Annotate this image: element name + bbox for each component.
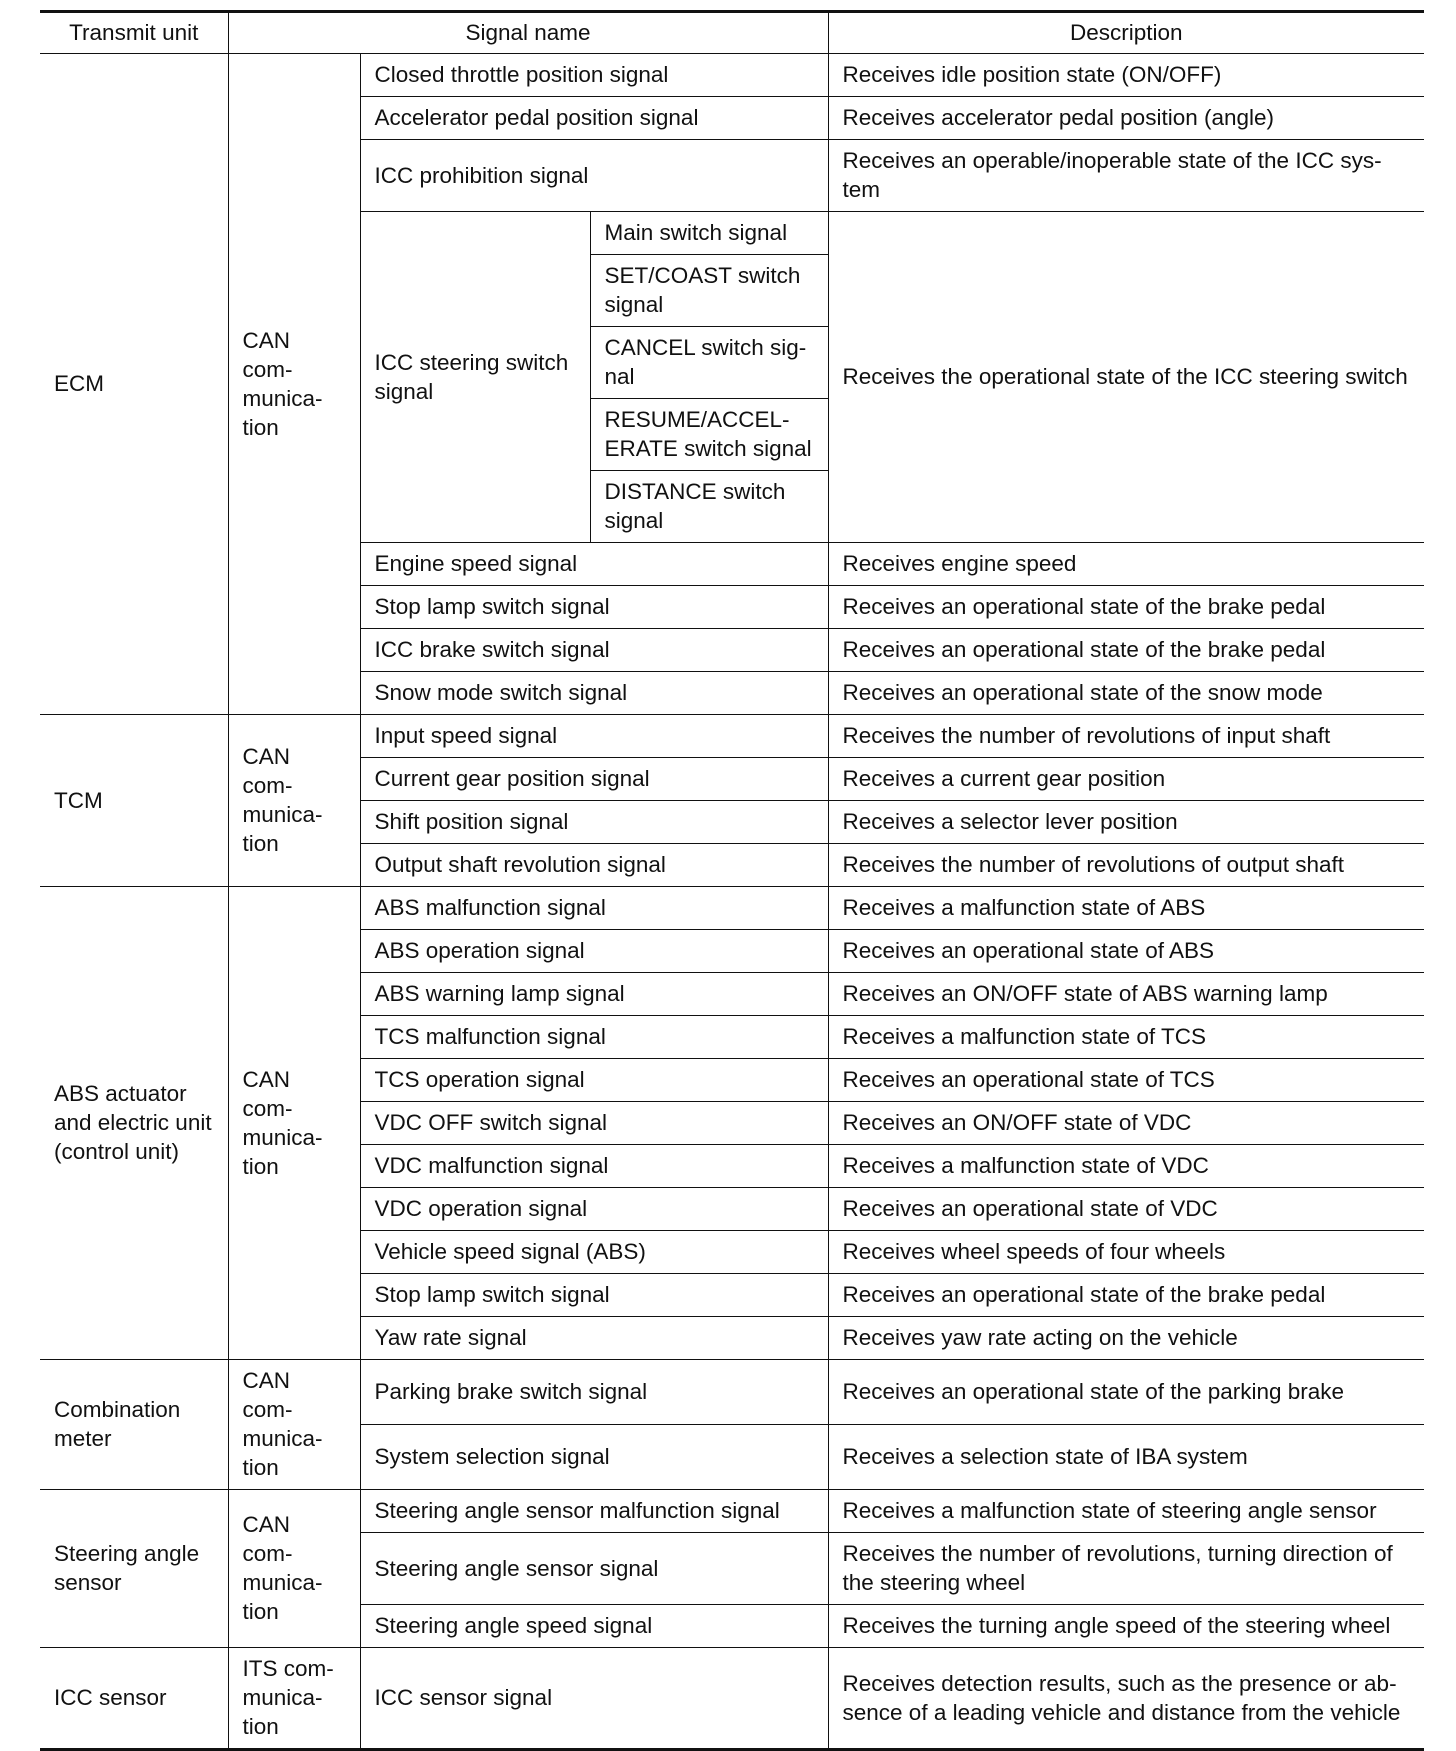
signal-description: Receives a malfunction state of steering angle sensor <box>828 1490 1424 1533</box>
signal-name: Steering angle sensor malfunction signal <box>360 1490 828 1533</box>
signal-name: TCS operation signal <box>360 1059 828 1102</box>
signal-description: Receives a selector lever position <box>828 801 1424 844</box>
signal-description: Receives an operational state of the brake pedal <box>828 1274 1424 1317</box>
table-row <box>40 1648 1424 1750</box>
signal-name: Current gear position signal <box>360 758 828 801</box>
signal-description: Receives detection results, such as the presence or ab- sence of a leading vehicle and distance from the vehicle <box>828 1648 1424 1750</box>
transmit-unit-combination-meter: Combination meter <box>40 1360 228 1490</box>
signal-description: Receives a malfunction state of VDC <box>828 1145 1424 1188</box>
signal-name: VDC malfunction signal <box>360 1145 828 1188</box>
signal-description: Receives an ON/OFF state of VDC <box>828 1102 1424 1145</box>
table-row <box>40 1360 1424 1425</box>
transmit-unit-steering-angle-sensor: Steering angle sensor <box>40 1490 228 1648</box>
signal-name: Vehicle speed signal (ABS) <box>360 1231 828 1274</box>
comm-type-steering: CAN com- munica- tion <box>228 1490 360 1648</box>
signal-description: Receives a malfunction state of ABS <box>828 887 1424 930</box>
signal-name: ICC sensor signal <box>360 1648 828 1750</box>
signal-name: Closed throttle position signal <box>360 54 828 97</box>
signal-description: Receives an operational state of ABS <box>828 930 1424 973</box>
signal-name: Snow mode switch signal <box>360 672 828 715</box>
sub-signal-name: Main switch signal <box>590 212 828 255</box>
signal-name: VDC operation signal <box>360 1188 828 1231</box>
signal-name: Parking brake switch signal <box>360 1360 828 1425</box>
signal-name-icc-steering-switch: ICC steering switch signal <box>360 212 590 543</box>
signal-name: ICC brake switch signal <box>360 629 828 672</box>
signal-name: VDC OFF switch signal <box>360 1102 828 1145</box>
table-row <box>40 54 1424 97</box>
transmit-unit-icc-sensor: ICC sensor <box>40 1648 228 1750</box>
signal-description: Receives an operable/inoperable state of the ICC sys- tem <box>828 140 1424 212</box>
comm-type-icc: ITS com- munica- tion <box>228 1648 360 1750</box>
transmit-unit-ecm: ECM <box>40 54 228 715</box>
signal-description: Receives engine speed <box>828 543 1424 586</box>
comm-type-meter: CAN com- munica- tion <box>228 1360 360 1490</box>
signal-description: Receives an operational state of the parking brake <box>828 1360 1424 1425</box>
signal-description: Receives the number of revolutions, turning direction of the steering wheel <box>828 1533 1424 1605</box>
signal-name: Accelerator pedal position signal <box>360 97 828 140</box>
signal-name: ABS operation signal <box>360 930 828 973</box>
signal-description: Receives the operational state of the ICC steering switch <box>828 212 1424 543</box>
signal-description: Receives a malfunction state of TCS <box>828 1016 1424 1059</box>
signal-description: Receives an operational state of the snow mode <box>828 672 1424 715</box>
sub-signal-name: SET/COAST switch signal <box>590 255 828 327</box>
signal-description: Receives a selection state of IBA system <box>828 1425 1424 1490</box>
signal-name: ABS malfunction signal <box>360 887 828 930</box>
signal-description: Receives an operational state of VDC <box>828 1188 1424 1231</box>
signal-name: Input speed signal <box>360 715 828 758</box>
signal-name: ICC prohibition signal <box>360 140 828 212</box>
transmit-unit-tcm: TCM <box>40 715 228 887</box>
signal-name: ABS warning lamp signal <box>360 973 828 1016</box>
comm-type-abs: CAN com- munica- tion <box>228 887 360 1360</box>
signal-name: TCS malfunction signal <box>360 1016 828 1059</box>
signal-name: Stop lamp switch signal <box>360 1274 828 1317</box>
signal-name: Yaw rate signal <box>360 1317 828 1360</box>
sub-signal-name: RESUME/ACCEL- ERATE switch signal <box>590 399 828 471</box>
table-row <box>40 715 1424 758</box>
signal-description: Receives accelerator pedal position (angle) <box>828 97 1424 140</box>
comm-type-tcm: CAN com- munica- tion <box>228 715 360 887</box>
signal-description: Receives the number of revolutions of output shaft <box>828 844 1424 887</box>
signal-name: System selection signal <box>360 1425 828 1490</box>
signal-description: Receives wheel speeds of four wheels <box>828 1231 1424 1274</box>
comm-type-ecm: CAN com- munica- tion <box>228 54 360 715</box>
signal-description: Receives the turning angle speed of the steering wheel <box>828 1605 1424 1648</box>
signal-description: Receives a current gear position <box>828 758 1424 801</box>
signal-description: Receives an operational state of the brake pedal <box>828 629 1424 672</box>
signal-description: Receives an ON/OFF state of ABS warning lamp <box>828 973 1424 1016</box>
signal-name: Steering angle sensor signal <box>360 1533 828 1605</box>
signal-description: Receives an operational state of TCS <box>828 1059 1424 1102</box>
signal-description: Receives an operational state of the brake pedal <box>828 586 1424 629</box>
sub-signal-name: DISTANCE switch signal <box>590 471 828 543</box>
signal-name: Engine speed signal <box>360 543 828 586</box>
table-row <box>40 1490 1424 1533</box>
header-description: Description <box>828 12 1424 54</box>
header-transmit-unit: Transmit unit <box>40 12 228 54</box>
sub-signal-name: CANCEL switch sig- nal <box>590 327 828 399</box>
header-signal-name: Signal name <box>228 12 828 54</box>
header-row <box>40 12 1424 54</box>
signal-name: Stop lamp switch signal <box>360 586 828 629</box>
signal-table-page <box>40 10 1424 1751</box>
signal-table <box>40 10 1424 1751</box>
signal-description: Receives idle position state (ON/OFF) <box>828 54 1424 97</box>
signal-name: Output shaft revolution signal <box>360 844 828 887</box>
table-row <box>40 887 1424 930</box>
transmit-unit-abs: ABS actuator and electric unit (control unit) <box>40 887 228 1360</box>
signal-description: Receives yaw rate acting on the vehicle <box>828 1317 1424 1360</box>
signal-description: Receives the number of revolutions of input shaft <box>828 715 1424 758</box>
signal-name: Shift position signal <box>360 801 828 844</box>
signal-name: Steering angle speed signal <box>360 1605 828 1648</box>
